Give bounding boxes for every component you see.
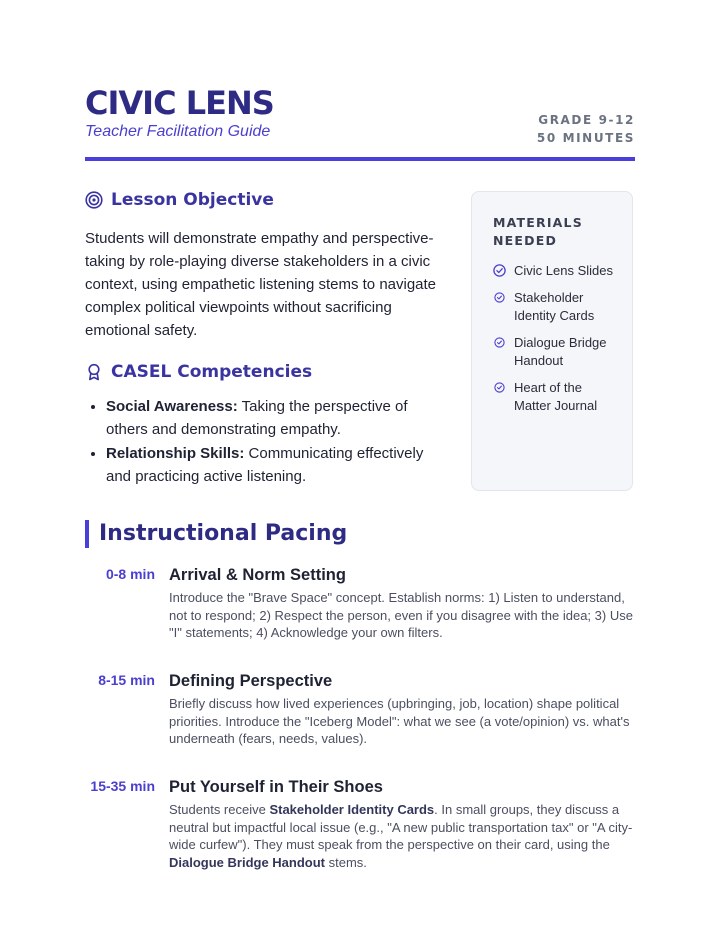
check-circle-icon: [493, 291, 506, 304]
pacing-desc-emphasis: Dialogue Bridge Handout: [169, 854, 325, 870]
pacing-time: 0-8 min: [105, 566, 155, 582]
casel-item-label: Social Awareness:: [106, 398, 238, 415]
material-label: Stakeholder Identity Cards: [514, 290, 595, 323]
pacing-desc-text: stems.: [325, 854, 367, 870]
pacing-body: [169, 777, 635, 871]
page-subtitle: Teacher Facilitation Guide: [85, 123, 271, 140]
material-item: [493, 379, 618, 415]
grade-level: GRADE 9-12: [538, 113, 635, 127]
pacing-desc-text: . In small groups, they discuss a neutral but impactful local issue (e.g., "A new public transportation tax" or "A city-wide curfew"). They must speak from the perspective on their card, using the: [169, 802, 633, 853]
material-label: Heart of the Matter Journal: [514, 380, 598, 413]
objective-heading-label: Lesson Objective: [111, 190, 274, 210]
page-title: CIVIC LENS: [85, 84, 274, 122]
casel-heading-label: CASEL Competencies: [111, 362, 313, 382]
pacing-title: Put Yourself in Their Shoes: [169, 778, 383, 796]
left-column: [85, 190, 447, 490]
casel-item: [106, 443, 447, 488]
pacing-description: Introduce the "Brave Space" concept. Establish norms: 1) Listen to understand, not to respond; 2) Respect the person, even if you disagree with the idea; 3) Use "I" statements; 4) Acknowledge your own filters.: [169, 590, 633, 641]
materials-list: [493, 262, 618, 415]
casel-item-label: Relationship Skills:: [106, 445, 245, 462]
target-icon: [85, 191, 103, 209]
lesson-duration: 50 MINUTES: [536, 131, 635, 145]
pacing-description: [169, 801, 635, 871]
pacing-description: Briefly discuss how lived experiences (upbringing, job, location) shape political priorities. Introduce the "Iceberg Model": what we see (a vote/opinion) vs. what's underneath (fears, needs, values).: [169, 696, 630, 747]
materials-title: MATERIALS NEEDED: [493, 215, 583, 248]
pacing-desc-text: Students receive: [169, 802, 270, 817]
award-ribbon-icon: [85, 363, 103, 381]
casel-heading: [85, 362, 447, 382]
materials-card: [471, 191, 633, 491]
header-divider: [85, 157, 635, 161]
grade-info: [537, 111, 635, 147]
material-item: [493, 289, 618, 325]
casel-item-text: Taking the perspective of others and demonstrating empathy.: [106, 398, 408, 438]
material-item: [493, 262, 618, 280]
material-item: [493, 334, 618, 370]
material-label: Dialogue Bridge Handout: [514, 335, 607, 368]
pacing-title: Defining Perspective: [169, 672, 333, 690]
pacing-title: Arrival & Norm Setting: [169, 566, 346, 584]
header: [85, 84, 635, 145]
objective-text: Students will demonstrate empathy and perspective-taking by role-playing diverse stakeholders in a civic context, using empathetic listening stems to navigate complex political viewpoints without sacrificing emotional safety.: [85, 230, 437, 339]
material-label: Civic Lens Slides: [514, 263, 613, 278]
check-circle-icon: [493, 264, 506, 277]
casel-item-text: Communicating effectively and practicing active listening.: [106, 445, 424, 485]
pacing-body: [169, 671, 635, 748]
objective-heading: [85, 190, 447, 210]
pacing-time: 15-35 min: [90, 778, 155, 794]
pacing-body: [169, 565, 635, 642]
casel-list: [85, 396, 447, 488]
check-circle-icon: [493, 381, 506, 394]
pacing-heading: Instructional Pacing: [85, 520, 347, 548]
casel-section: [85, 362, 447, 488]
pacing-desc-emphasis: Stakeholder Identity Cards: [269, 802, 435, 817]
check-circle-icon: [493, 336, 506, 349]
pacing-time: 8-15 min: [98, 672, 155, 688]
casel-item: [106, 396, 447, 441]
